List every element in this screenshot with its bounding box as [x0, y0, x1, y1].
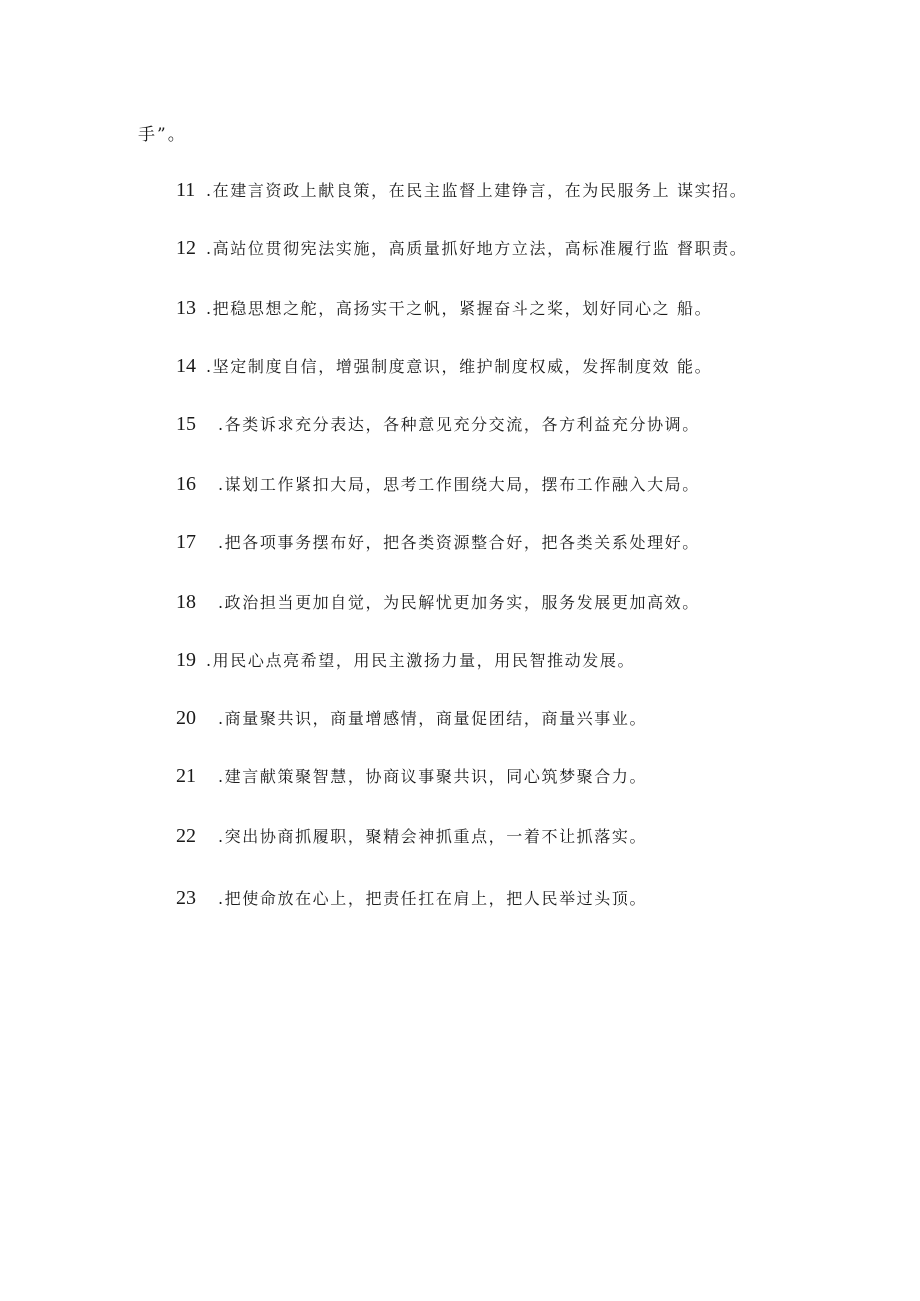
list-item: [176, 886, 647, 916]
list-item: [176, 472, 700, 502]
list-item: [176, 412, 700, 442]
item-text: .把使命放在心上，把责任扛在肩上，把人民举过头顶。: [218, 889, 648, 908]
item-number: 21: [176, 765, 196, 787]
item-number: 22: [176, 825, 196, 847]
item-text: .政治担当更加自觉，为民解忧更加务实，服务发展更加高效。: [218, 593, 700, 612]
item-text: .把稳思想之舵，高扬实干之帆，紧握奋斗之桨，划好同心之 船。: [206, 299, 713, 318]
continuation-text: 手”。: [138, 125, 187, 145]
item-number: 13: [176, 297, 196, 319]
list-item: [176, 648, 635, 678]
list-item: [176, 590, 700, 620]
item-number: 12: [176, 237, 196, 259]
item-number: 11: [176, 179, 196, 201]
item-text: .突出协商抓履职，聚精会神抓重点，一着不让抓落实。: [218, 827, 648, 846]
list-item: [176, 764, 647, 794]
list-item: [176, 236, 747, 266]
list-item: [176, 530, 700, 560]
item-text: .建言献策聚智慧，协商议事聚共识，同心筑梦聚合力。: [218, 767, 648, 786]
list-item: [176, 824, 647, 854]
list-item: [176, 354, 712, 384]
item-number: 14: [176, 355, 196, 377]
item-number: 16: [176, 473, 196, 495]
item-text: .用民心点亮希望，用民主激扬力量，用民智推动发展。: [206, 651, 636, 670]
item-number: 15: [176, 413, 196, 435]
item-text: .坚定制度自信，增强制度意识，维护制度权威，发挥制度效 能。: [206, 357, 713, 376]
item-number: 19: [176, 649, 196, 671]
list-item: [176, 706, 647, 736]
item-number: 23: [176, 887, 196, 909]
item-number: 18: [176, 591, 196, 613]
item-text: .高站位贯彻宪法实施，高质量抓好地方立法，高标准履行监 督职责。: [206, 239, 748, 258]
list-item: [176, 296, 712, 326]
list-item: [176, 178, 747, 208]
item-text: .在建言资政上献良策，在民主监督上建铮言，在为民服务上 谋实招。: [206, 181, 748, 200]
item-text: .谋划工作紧扣大局，思考工作围绕大局，摆布工作融入大局。: [218, 475, 700, 494]
item-number: 17: [176, 531, 196, 553]
item-number: 20: [176, 707, 196, 729]
item-text: .把各项事务摆布好，把各类资源整合好，把各类关系处理好。: [218, 533, 700, 552]
item-text: .各类诉求充分表达，各种意见充分交流，各方利益充分协调。: [218, 415, 700, 434]
item-text: .商量聚共识，商量增感情，商量促团结，商量兴事业。: [218, 709, 648, 728]
